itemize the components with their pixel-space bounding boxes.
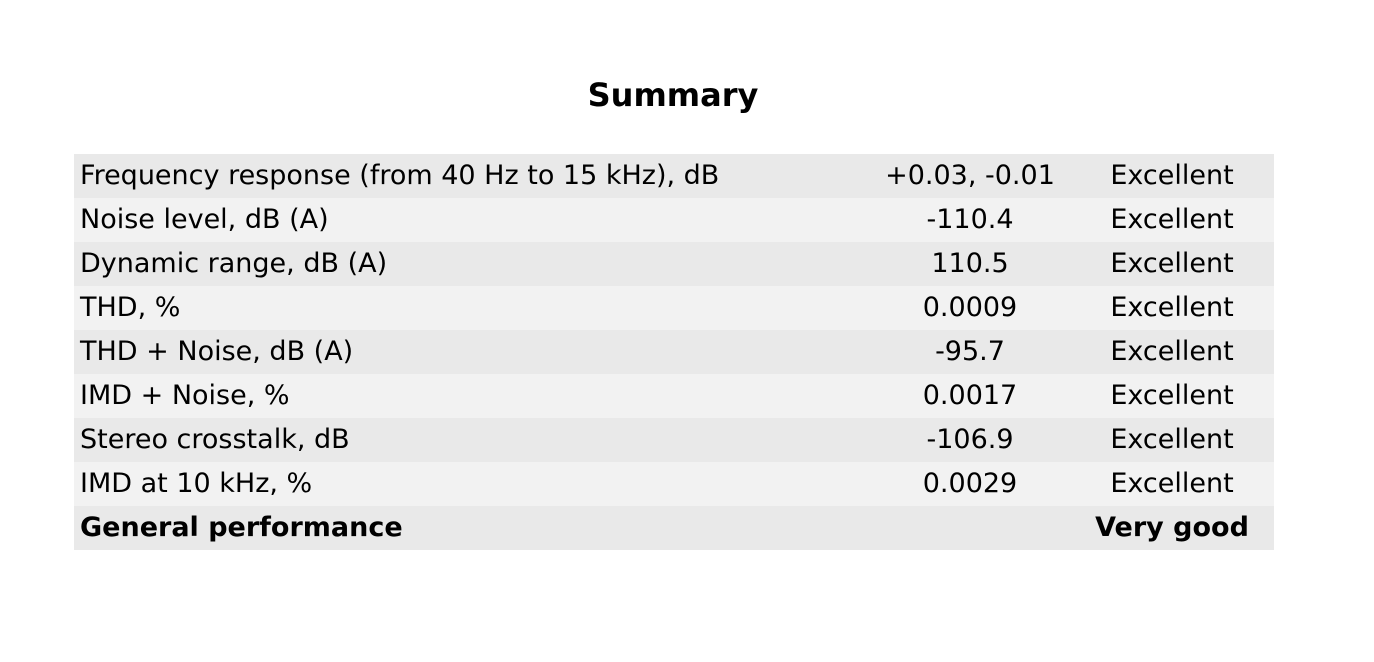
summary-table xyxy=(74,154,1274,550)
rating-cell: Excellent xyxy=(1070,374,1274,418)
table-row xyxy=(74,154,1274,198)
rating-cell: Excellent xyxy=(1070,462,1274,506)
value-cell xyxy=(870,506,1070,550)
parameter-cell: IMD at 10 kHz, % xyxy=(74,462,870,506)
rating-cell: Excellent xyxy=(1070,154,1274,198)
parameter-cell: IMD + Noise, % xyxy=(74,374,870,418)
parameter-cell: Noise level, dB (A) xyxy=(74,198,870,242)
general-performance-row xyxy=(74,506,1274,550)
value-cell: +0.03, -0.01 xyxy=(870,154,1070,198)
rating-cell: Excellent xyxy=(1070,198,1274,242)
parameter-cell: THD, % xyxy=(74,286,870,330)
rating-cell: Excellent xyxy=(1070,242,1274,286)
value-cell: 0.0017 xyxy=(870,374,1070,418)
parameter-cell: Stereo crosstalk, dB xyxy=(74,418,870,462)
table-row xyxy=(74,374,1274,418)
table-row xyxy=(74,330,1274,374)
value-cell: 0.0029 xyxy=(870,462,1070,506)
table-row xyxy=(74,242,1274,286)
parameter-cell: General performance xyxy=(74,506,870,550)
value-cell: 0.0009 xyxy=(870,286,1070,330)
parameter-cell: Frequency response (from 40 Hz to 15 kHz), dB xyxy=(74,154,870,198)
value-cell: 110.5 xyxy=(870,242,1070,286)
parameter-cell: Dynamic range, dB (A) xyxy=(74,242,870,286)
value-cell: -106.9 xyxy=(870,418,1070,462)
rating-cell: Very good xyxy=(1070,506,1274,550)
rating-cell: Excellent xyxy=(1070,286,1274,330)
value-cell: -95.7 xyxy=(870,330,1070,374)
table-row xyxy=(74,286,1274,330)
table-row xyxy=(74,462,1274,506)
parameter-cell: THD + Noise, dB (A) xyxy=(74,330,870,374)
rating-cell: Excellent xyxy=(1070,330,1274,374)
rating-cell: Excellent xyxy=(1070,418,1274,462)
value-cell: -110.4 xyxy=(870,198,1070,242)
table-row xyxy=(74,198,1274,242)
table-row xyxy=(74,418,1274,462)
page-title: Summary xyxy=(587,76,759,114)
